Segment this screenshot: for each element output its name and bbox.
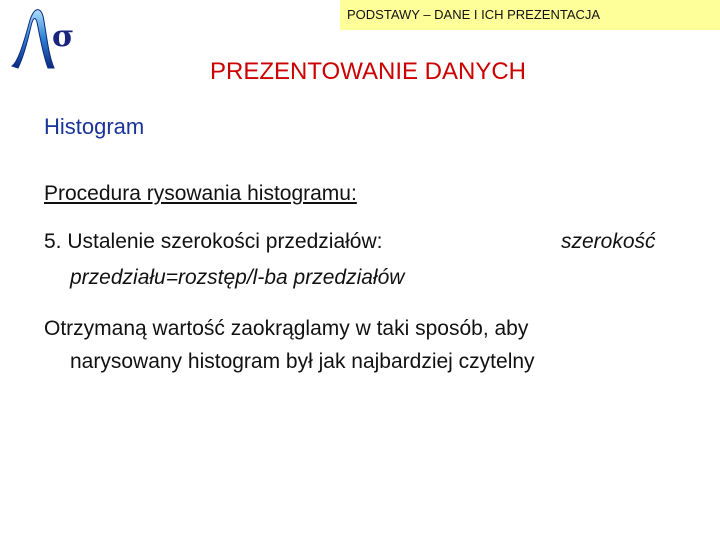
banner-text: PODSTAWY – DANE I ICH PREZENTACJA — [347, 7, 601, 22]
step-5-formula: przedziału=rozstęp/l-ba przedziałów — [70, 266, 405, 289]
step-5-right-word: szerokość — [561, 230, 656, 253]
note-line-2: narysowany histogram był jak najbardziej czytelny — [70, 350, 535, 373]
header-banner — [340, 0, 720, 30]
procedure-heading: Procedura rysowania histogramu: — [44, 182, 357, 205]
subheading: Histogram — [44, 114, 145, 139]
step-5-text: 5. Ustalenie szerokości przedziałów: — [44, 230, 383, 253]
note-line-1: Otrzymaną wartość zaokrąglamy w taki sposób, aby — [44, 317, 529, 340]
svg-text:σ: σ — [52, 19, 75, 54]
page-title: PREZENTOWANIE DANYCH — [209, 58, 527, 85]
